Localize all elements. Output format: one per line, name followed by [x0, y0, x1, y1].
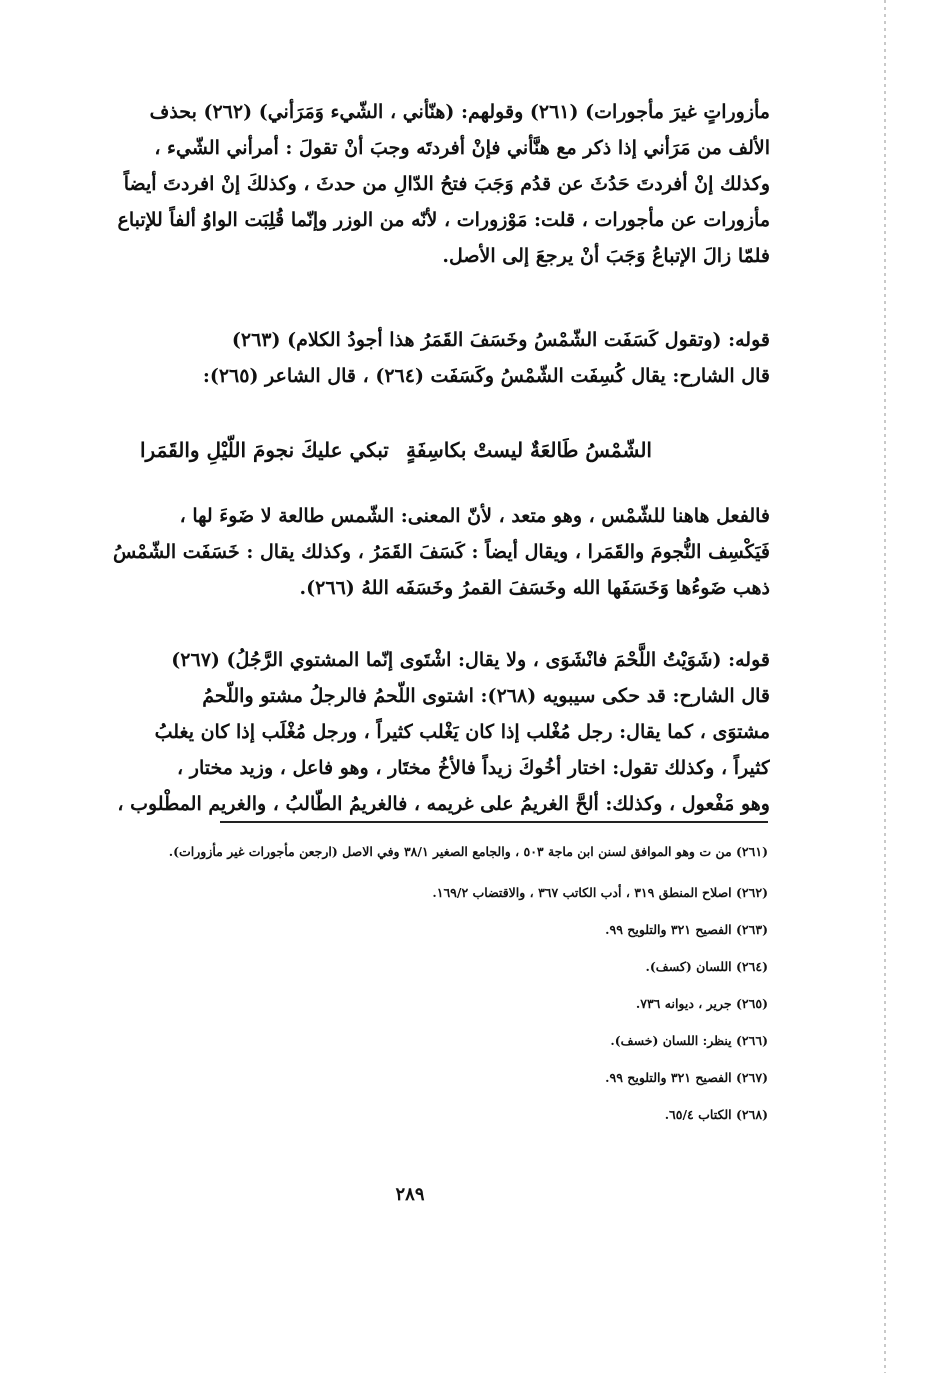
- footnote-separator-line: [220, 821, 768, 823]
- footnote: (٢٦٤) اللسان (كسف).: [645, 959, 768, 974]
- paragraph-2: [78, 322, 770, 394]
- footnote: (٢٦٣) الفصيح ٣٢١ والتلويح ٩٩.: [605, 922, 768, 937]
- paragraph-1: [78, 94, 770, 274]
- poetry-verse: [140, 428, 652, 472]
- text-line: مأزورات عن مأجورات ، قلت: مَوْزورات ، لأنّه من الوزر وإنّما قُلِبَت الواوُ ألفاً للإتباع: [117, 209, 770, 231]
- footnote: (٢٦٧) الفصيح ٣٢١ والتلويح ٩٩.: [605, 1070, 768, 1085]
- text-line: كثيراً ، وكذلك تقول: اختار أخُوكَ زيداً فالأخُ مختَار ، وهو فاعل ، وزيد مختار ،: [177, 757, 770, 779]
- verse-second-hemistich: تبكي عليكَ نجومَ اللّيْلِ والقَمَرا: [140, 438, 389, 462]
- text-line: وهو مَفْعول ، وكذلك: ألحَّ الغريمُ على غريمه ، فالغريمُ الطّالبُ ، والغريم المطْلوب ،: [117, 793, 770, 815]
- text-line: قال الشارح: يقال كُسِفَت الشّمْسُ وكَسَفَت (٢٦٤) ، قال الشاعر (٢٦٥):: [202, 365, 770, 387]
- text-line: مأزوراتٍ غيرَ مأجورات) (٢٦١) وقولهم: (هنّأني ، الشّيء وَمَرَأني) (٢٦٢) بحذف: [149, 101, 770, 123]
- scan-edge-shadow: [884, 0, 886, 1373]
- text-line: قال الشارح: قد حكى سيبويه (٢٦٨): اشتوى اللّحمُ فالرجلُ مشتو واللّحمُ: [202, 685, 770, 707]
- page-number: ٢٨٩: [395, 1184, 425, 1205]
- text-line: فلمّا زالَ الإتباعُ وَجَبَ أنْ يرجعَ إلى الأصل.: [442, 245, 770, 267]
- footnote: (٢٦١) من ت وهو الموافق لسنن ابن ماجة ٥٠٣ ، والجامع الصغير ٣٨/١ وفي الاصل (ارجعن مأجورات غير مأزورات).: [168, 844, 768, 859]
- footnote: (٢٦٦) ينظر: اللسان (خسف).: [610, 1033, 768, 1048]
- footnotes: [120, 842, 768, 1142]
- footnote: (٢٦٢) اصلاح المنطق ٣١٩ ، أدب الكاتب ٣٦٧ ، والاقتضاب ١٦٩/٢.: [432, 885, 768, 900]
- paragraph-4: [78, 642, 770, 822]
- text-line: قوله: (شَوَيْتُ اللَّحْمَ فانْشَوَى ، ولا يقال: اشْتَوى إنّما المشتوي الرَّجُلُ) (٢٦٧): [171, 649, 770, 671]
- text-line: مشتوَى ، كما يقال: رجل مُغْلب إذا كان يَغْلب كثيراً ، ورجل مُغْلَب إذا كان يغلبُ: [154, 721, 770, 743]
- footnote: (٢٦٥) جرير ، ديوانه ٧٣٦.: [635, 996, 768, 1011]
- verse-first-hemistich: الشّمْسُ طَالعَةٌ ليستْ بكاسِفَةٍ: [406, 438, 652, 462]
- footnote: (٢٦٨) الكتاب ٦٥/٤.: [664, 1107, 768, 1122]
- text-line: ذهب ضَوءُها وَخَسَفَها الله وخَسَفَ القمرُ وخَسَفَه اللهُ (٢٦٦).: [299, 577, 770, 599]
- text-line: فَيَكْسِف النُّجومَ والقَمَرا ، ويقال أيضاً : كَسَفَ القَمَرُ ، وكذلك يقال : خَسَفَت الشّمْسُ: [112, 541, 770, 563]
- text-line: فالفعل هاهنا للشّمْس ، وهو متعد ، لأنّ المعنى: الشّمس طالعة لا ضَوءَ لها ،: [179, 505, 770, 527]
- text-line: قوله: (وتقول كَسَفَت الشّمْسُ وخَسَفَ القَمَرُ هذا أجودُ الكلام) (٢٦٣): [231, 329, 770, 351]
- text-line: وكذلك إنْ أفردتَ حَدُثَ عن قدُم وَجَبَ فتحُ الدّالِ من حدثَ ، وكذلكَ إنْ افردتَ أيضاً: [123, 173, 770, 195]
- paragraph-3: [78, 498, 770, 606]
- text-line: الألف من مَرَأني إذا ذكر مع هنَّأني فإنْ أفردتَه وجبَ أنْ تقولَ : أمرأني الشّيء ،: [154, 137, 770, 159]
